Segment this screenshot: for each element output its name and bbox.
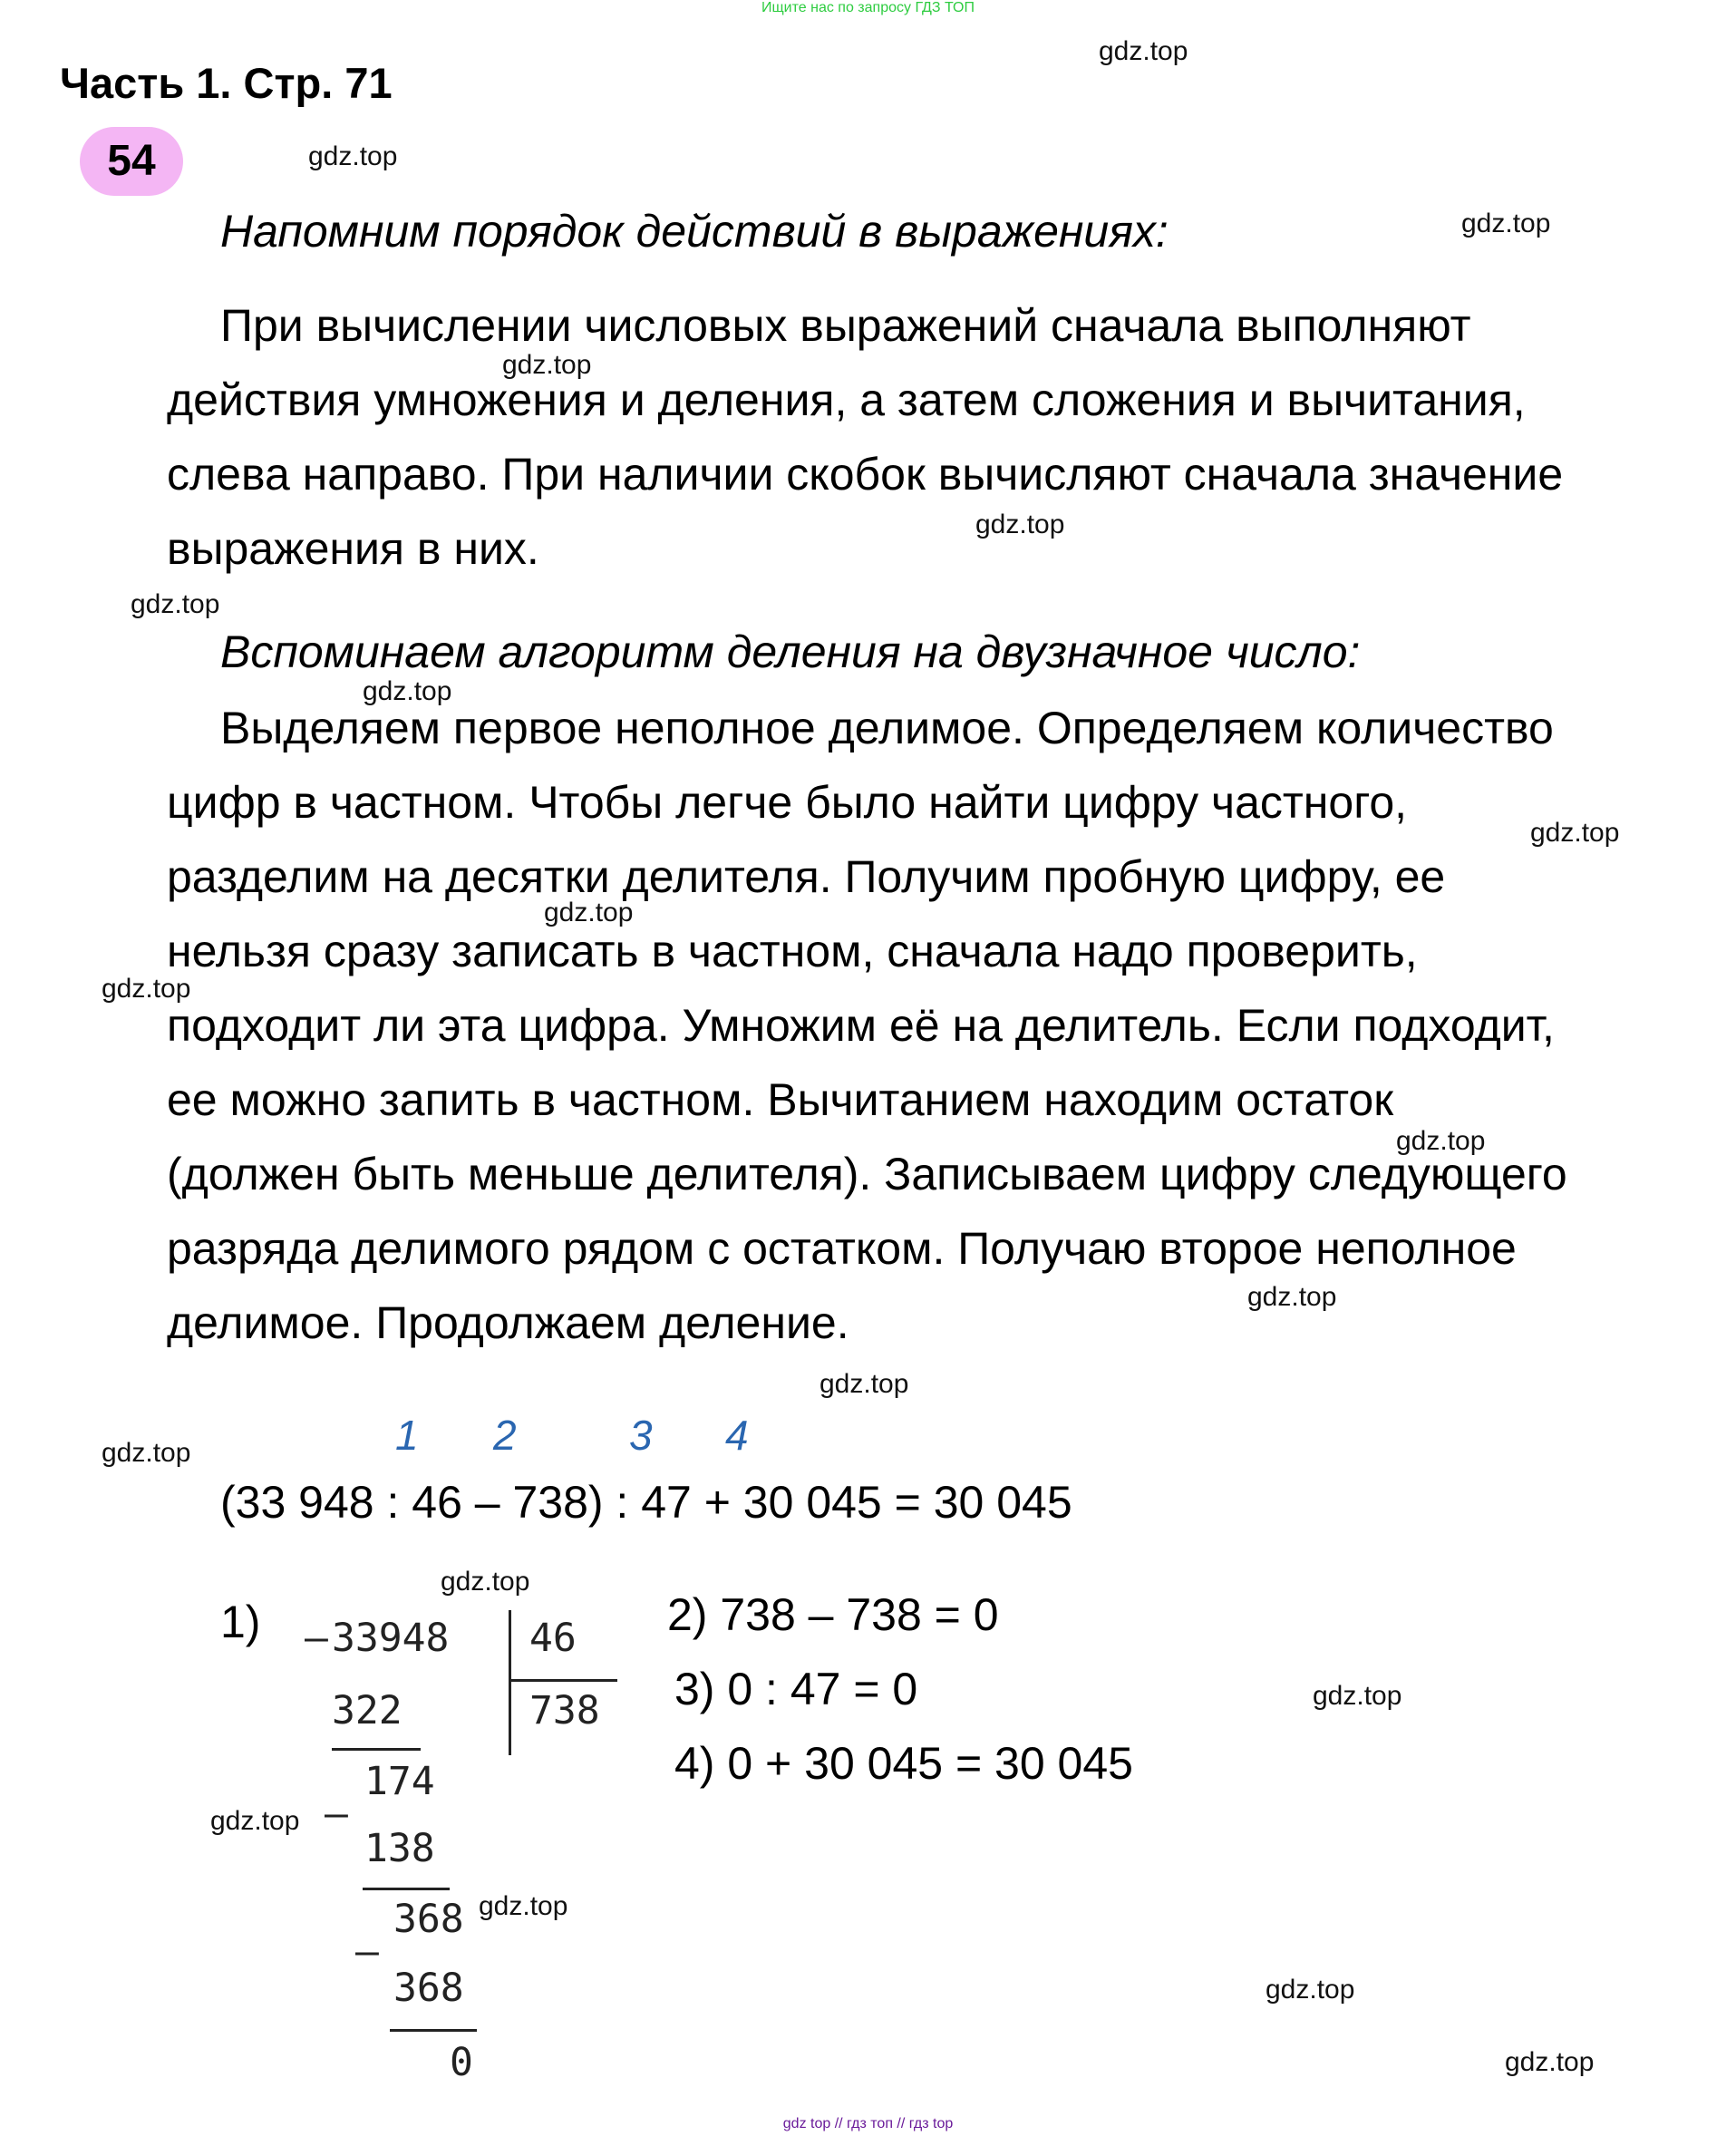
watermark: gdz.top: [975, 510, 1065, 539]
watermark: gdz.top: [102, 1438, 191, 1468]
section1-line: действия умножения и деления, а затем сложения и вычитания,: [167, 374, 1526, 425]
top-banner-text[interactable]: Ищите нас по запросу ГДЗ ТОП: [761, 0, 975, 15]
watermark: gdz.top: [1266, 1975, 1355, 2005]
section2-line: (должен быть меньше делителя). Записываем цифру следующего: [167, 1149, 1567, 1199]
watermark: gdz.top: [441, 1567, 530, 1597]
section2-line: цифр в частном. Чтобы легче было найти цифру частного,: [167, 777, 1408, 828]
division-underline: [363, 1888, 450, 1890]
solution-step: 4) 0 + 30 045 = 30 045: [674, 1738, 1133, 1789]
divisor: 46: [529, 1616, 577, 1661]
divisor-underline: [509, 1679, 617, 1682]
division-minus-sign: –: [305, 1616, 328, 1661]
section2-line: подходит ли эта цифра. Умножим её на делитель. Если подходит,: [167, 1000, 1555, 1051]
section2-line: делимое. Продолжаем деление.: [167, 1297, 849, 1348]
task-number-badge: 54: [80, 127, 183, 196]
operation-order-number: 4: [725, 1412, 749, 1459]
section1-heading: Напомним порядок действий в выражениях:: [220, 206, 1169, 257]
dividend: 33948: [332, 1616, 450, 1661]
section1-line: При вычислении числовых выражений сначала выполняют: [220, 300, 1471, 351]
watermark: gdz.top: [544, 898, 634, 927]
watermark: gdz.top: [820, 1369, 909, 1399]
section1-line: слева направо. При наличии скобок вычисляют сначала значение: [167, 449, 1564, 500]
bottom-banner-text[interactable]: gdz top // гдз топ // гдз top: [782, 2116, 954, 2131]
watermark: gdz.top: [102, 974, 191, 1004]
division-underline: [390, 2029, 477, 2032]
watermark: gdz.top: [363, 676, 452, 706]
section2-heading: Вспоминаем алгоритм деления на двузначное число:: [220, 626, 1361, 677]
watermark: gdz.top: [502, 350, 592, 380]
section2-line: нельзя сразу записать в частном, сначала надо проверить,: [167, 926, 1418, 976]
operation-order-number: 1: [395, 1412, 419, 1459]
main-expression: (33 948 : 46 – 738) : 47 + 30 045 = 30 045: [220, 1477, 1072, 1528]
watermark: gdz.top: [1396, 1126, 1486, 1156]
division-row: 138: [364, 1826, 435, 1871]
watermark: gdz.top: [1099, 36, 1188, 66]
watermark: gdz.top: [1247, 1282, 1337, 1312]
watermark: gdz.top: [131, 589, 220, 619]
watermark: gdz.top: [1313, 1681, 1402, 1711]
operation-order-number: 2: [493, 1412, 517, 1459]
section2-line: разделим на десятки делителя. Получим пробную цифру, ее: [167, 851, 1446, 902]
operation-order-number: 3: [629, 1412, 653, 1459]
solution-step: 3) 0 : 47 = 0: [674, 1664, 918, 1714]
quotient: 738: [529, 1688, 600, 1733]
watermark: gdz.top: [308, 141, 398, 171]
division-vertical-bar: [509, 1610, 511, 1755]
watermark: gdz.top: [1505, 2047, 1595, 2077]
division-row: 322: [332, 1688, 402, 1733]
watermark: gdz.top: [210, 1806, 300, 1836]
division-underline: [332, 1748, 421, 1751]
watermark: gdz.top: [479, 1891, 568, 1921]
division-remainder: 0: [450, 2040, 473, 2085]
section2-line: ее можно запить в частном. Вычитанием находим остаток: [167, 1074, 1394, 1125]
division-minus-sign: –: [355, 1929, 379, 1975]
division-row: 368: [393, 1897, 464, 1942]
division-row: 174: [364, 1759, 435, 1804]
section2-line: разряда делимого рядом с остатком. Получаю второе неполное: [167, 1223, 1517, 1274]
solution-step: 2) 738 – 738 = 0: [667, 1589, 999, 1640]
section2-line: Выделяем первое неполное делимое. Определяем количество: [220, 703, 1554, 753]
division-minus-sign: –: [325, 1791, 348, 1837]
step1-label: 1): [220, 1597, 261, 1647]
watermark: gdz.top: [1530, 818, 1620, 848]
division-row: 368: [393, 1966, 464, 2011]
section1-line: выражения в них.: [167, 523, 539, 574]
watermark: gdz.top: [1461, 209, 1551, 238]
page-title: Часть 1. Стр. 71: [60, 59, 393, 107]
